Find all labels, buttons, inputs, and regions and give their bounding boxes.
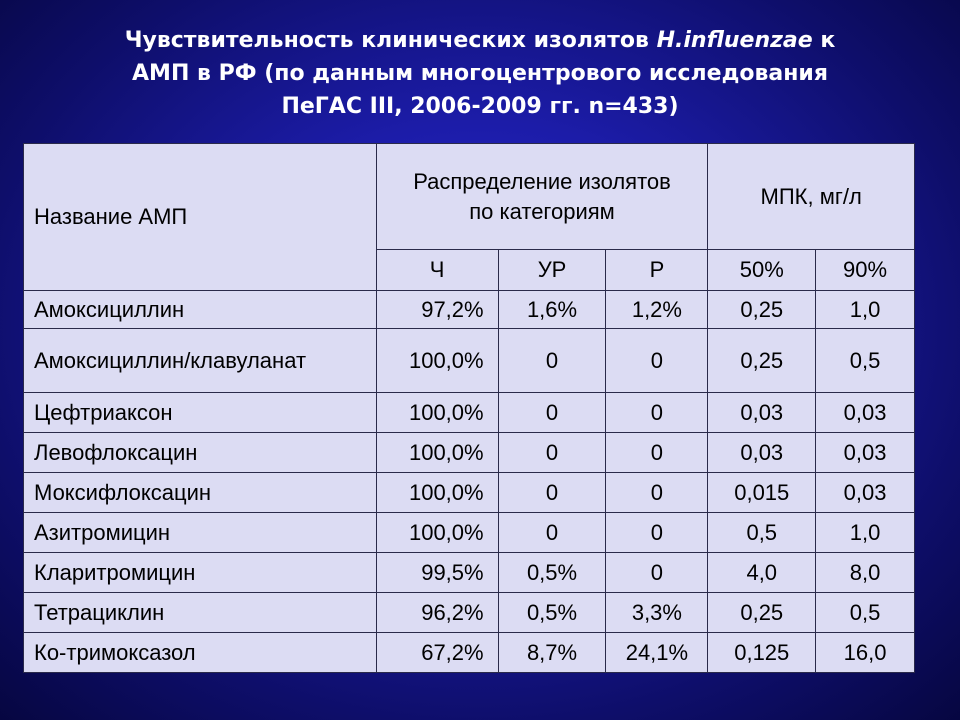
mic50-cell: 0,015 (708, 473, 816, 513)
table-row (24, 553, 915, 593)
susceptible-cell: 100,0% (376, 473, 498, 513)
table-row (24, 329, 915, 393)
header-drug-name (24, 144, 377, 291)
subheader-mic90: 90% (816, 250, 915, 291)
resistant-cell: 0 (606, 473, 708, 513)
mic50-cell: 0,25 (708, 593, 816, 633)
drug-name-cell: Амоксициллин/клавуланат (24, 329, 377, 393)
mic90-cell: 0,5 (816, 593, 915, 633)
slide-title (60, 24, 900, 123)
susceptible-cell: 99,5% (376, 553, 498, 593)
susceptible-cell: 97,2% (376, 291, 498, 329)
title-line2: АМП в РФ (по данным многоцентрового исследования (132, 61, 828, 86)
drug-name-cell: Левофлоксацин (24, 433, 377, 473)
intermediate-cell: 1,6% (498, 291, 606, 329)
susceptible-cell: 100,0% (376, 393, 498, 433)
resistant-cell: 24,1% (606, 633, 708, 673)
mic50-cell: 0,125 (708, 633, 816, 673)
drug-name-cell: Азитромицин (24, 513, 377, 553)
table-row (24, 473, 915, 513)
mic90-cell: 16,0 (816, 633, 915, 673)
drug-name-cell: Ко-тримоксазол (24, 633, 377, 673)
drug-name-cell: Кларитромицин (24, 553, 377, 593)
mic90-cell: 0,03 (816, 393, 915, 433)
header-drug-name-label: Название АМП (34, 204, 188, 229)
mic90-cell: 0,5 (816, 329, 915, 393)
susceptible-cell: 100,0% (376, 513, 498, 553)
intermediate-cell: 0 (498, 329, 606, 393)
mic90-cell: 8,0 (816, 553, 915, 593)
mic50-cell: 0,25 (708, 329, 816, 393)
mic50-cell: 4,0 (708, 553, 816, 593)
table-row (24, 593, 915, 633)
resistant-cell: 1,2% (606, 291, 708, 329)
susceptible-cell: 100,0% (376, 329, 498, 393)
mic50-cell: 0,03 (708, 393, 816, 433)
subheader-r: Р (606, 250, 708, 291)
title-part1: Чувствительность клинических изолятов (124, 28, 657, 53)
drug-name-cell: Моксифлоксацин (24, 473, 377, 513)
intermediate-cell: 0 (498, 513, 606, 553)
mic90-cell: 0,03 (816, 473, 915, 513)
mic50-cell: 0,03 (708, 433, 816, 473)
mic50-cell: 0,5 (708, 513, 816, 553)
susceptibility-table (23, 143, 915, 673)
header-mic-label: МПК, мг/л (760, 183, 862, 209)
susceptible-cell: 67,2% (376, 633, 498, 673)
mic50-cell: 0,25 (708, 291, 816, 329)
title-line3: ПеГАС III, 2006-2009 гг. n=433) (281, 94, 679, 119)
drug-name-cell: Тетрациклин (24, 593, 377, 633)
title-part2: к (812, 28, 836, 53)
resistant-cell: 0 (606, 329, 708, 393)
resistant-cell: 0 (606, 393, 708, 433)
susceptible-cell: 100,0% (376, 433, 498, 473)
intermediate-cell: 0,5% (498, 553, 606, 593)
subheader-ch: Ч (376, 250, 498, 291)
intermediate-cell: 8,7% (498, 633, 606, 673)
resistant-cell: 0 (606, 553, 708, 593)
mic90-cell: 1,0 (816, 513, 915, 553)
mic90-cell: 0,03 (816, 433, 915, 473)
drug-name-cell: Цефтриаксон (24, 393, 377, 433)
resistant-cell: 3,3% (606, 593, 708, 633)
intermediate-cell: 0 (498, 473, 606, 513)
resistant-cell: 0 (606, 433, 708, 473)
table-row (24, 633, 915, 673)
drug-name-cell: Амоксициллин (24, 291, 377, 329)
table-row (24, 393, 915, 433)
header-distribution-line2: по категориям (469, 198, 615, 224)
subheader-mic50: 50% (708, 250, 816, 291)
susceptible-cell: 96,2% (376, 593, 498, 633)
table-row (24, 433, 915, 473)
table-body (24, 291, 915, 673)
intermediate-cell: 0 (498, 393, 606, 433)
subheader-ur: УР (498, 250, 606, 291)
table-row (24, 513, 915, 553)
intermediate-cell: 0 (498, 433, 606, 473)
intermediate-cell: 0,5% (498, 593, 606, 633)
mic90-cell: 1,0 (816, 291, 915, 329)
table-row (24, 291, 915, 329)
title-species: H.influenzae (656, 28, 813, 53)
resistant-cell: 0 (606, 513, 708, 553)
header-distribution (376, 144, 708, 250)
header-mic (708, 144, 915, 250)
header-distribution-line1: Распределение изолятов (413, 168, 671, 194)
